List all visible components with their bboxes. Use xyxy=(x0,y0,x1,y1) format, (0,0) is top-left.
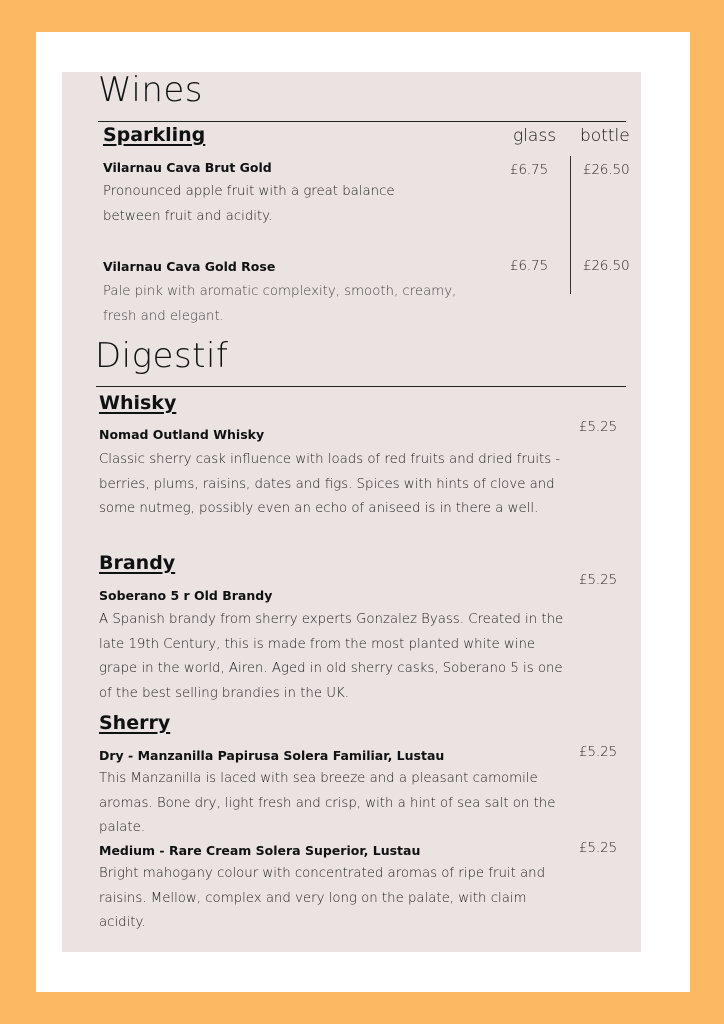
sherry-item-name: Medium - Rare Cream Solera Superior, Lustau xyxy=(99,843,421,858)
wine-item-description: Pale pink with aromatic complexity, smooth, creamy, fresh and elegant. xyxy=(103,284,457,324)
sparkling-category-title: Sparkling xyxy=(103,124,206,146)
wine-bottle-price: £26.50 xyxy=(583,259,630,274)
wines-divider xyxy=(98,121,626,122)
bottle-column-header: bottle xyxy=(580,126,630,146)
sherry-item-name: Dry - Manzanilla Papirusa Solera Familiar, Lustau xyxy=(99,748,445,763)
price-column-divider xyxy=(570,156,571,294)
sherry-price: £5.25 xyxy=(579,745,618,760)
whisky-category-title: Whisky xyxy=(99,392,177,414)
whisky-price: £5.25 xyxy=(579,420,618,435)
glass-column-header: glass xyxy=(513,126,557,146)
sherry-category-title: Sherry xyxy=(99,712,171,734)
wine-item-name: Vilarnau Cava Gold Rose xyxy=(103,259,276,274)
digestif-divider xyxy=(96,386,626,387)
wine-item-description: Pronounced apple fruit with a great balance between fruit and acidity. xyxy=(103,184,395,224)
brandy-category-title: Brandy xyxy=(99,552,176,574)
sherry-item-description: This Manzanilla is laced with sea breeze and a pleasant camomile aromas. Bone dry, light fresh and crisp, with a hint of sea salt on the palate. xyxy=(99,771,556,835)
sherry-item-description: Bright mahogany colour with concentrated aromas of ripe fruit and raisins. Mellow, complex and very long on the palate, with claim acidity. xyxy=(99,866,546,930)
brandy-item-description: A Spanish brandy from sherry experts Gonzalez Byass. Created in the late 19th Century, this is made from the most planted white wine grape in the world, Airen. Aged in old sherry casks, Soberano 5 is one of the best selling brandies in the UK. xyxy=(99,612,564,701)
wines-section-title: Wines xyxy=(98,70,203,110)
whisky-item-name: Nomad Outland Whisky xyxy=(99,427,265,442)
digestif-section-title: Digestif xyxy=(95,336,229,376)
wine-glass-price: £6.75 xyxy=(510,163,549,178)
brandy-item-name: Soberano 5 r Old Brandy xyxy=(99,588,273,603)
brandy-price: £5.25 xyxy=(579,573,618,588)
wine-bottle-price: £26.50 xyxy=(583,163,630,178)
whisky-item-description: Classic sherry cask influence with loads of red fruits and dried fruits - berries, plums, raisins, dates and figs. Spices with hints of clove and some nutmeg, possibly even an echo of aniseed is in there a well. xyxy=(99,452,561,516)
wine-glass-price: £6.75 xyxy=(510,259,549,274)
sherry-price: £5.25 xyxy=(579,841,618,856)
wine-item-name: Vilarnau Cava Brut Gold xyxy=(103,160,272,175)
